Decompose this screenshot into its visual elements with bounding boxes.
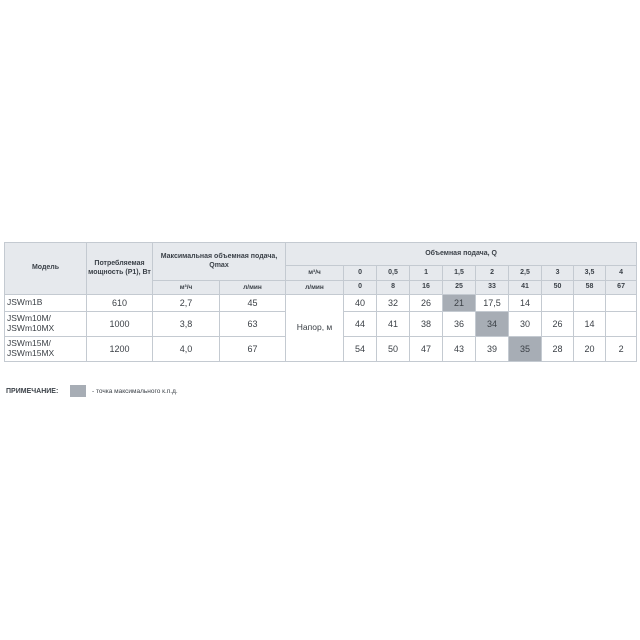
note <box>6 385 178 397</box>
flow-lmin-header: 8 <box>377 281 410 295</box>
flow-lmin-header: 16 <box>410 281 443 295</box>
model-cell: JSWm15M/ JSWm15MX <box>5 337 87 362</box>
head-value-cell <box>542 295 574 312</box>
head-value-cell: 34 <box>476 312 509 337</box>
head-value-cell: 41 <box>377 312 410 337</box>
header-flow: Объемная подача, Q <box>286 243 637 266</box>
head-value-cell: 44 <box>344 312 377 337</box>
head-value-cell: 20 <box>574 337 606 362</box>
flow-lmin-header: 41 <box>509 281 542 295</box>
header-power: Потребляемая мощность (P1), Вт <box>87 243 153 295</box>
flow-m3-header: 4 <box>606 266 637 281</box>
head-value-cell: 50 <box>377 337 410 362</box>
head-value-cell: 47 <box>410 337 443 362</box>
head-value-cell: 14 <box>574 312 606 337</box>
header-qmax: Максимальная объемная подача, Qmax <box>153 243 286 281</box>
header-model: Модель <box>5 243 87 295</box>
flow-m3-header: 2,5 <box>509 266 542 281</box>
flow-m3-header: 3,5 <box>574 266 606 281</box>
head-value-cell: 32 <box>377 295 410 312</box>
head-value-cell: 28 <box>542 337 574 362</box>
flow-m3-header: 1,5 <box>443 266 476 281</box>
head-value-cell: 14 <box>509 295 542 312</box>
note-text: - точка максимального к.п.д. <box>92 387 178 395</box>
model-cell: JSWm1B <box>5 295 87 312</box>
header-qmax-lmin: л/мин <box>220 281 286 295</box>
flow-lmin-header: 58 <box>574 281 606 295</box>
qmax-m3-cell: 2,7 <box>153 295 220 312</box>
flow-m3-header: 0,5 <box>377 266 410 281</box>
qmax-lmin-cell: 63 <box>220 312 286 337</box>
head-value-cell: 39 <box>476 337 509 362</box>
flow-m3-header: 2 <box>476 266 509 281</box>
pump-spec-table <box>4 242 637 362</box>
head-value-cell: 26 <box>410 295 443 312</box>
flow-lmin-header: 50 <box>542 281 574 295</box>
flow-lmin-header: 67 <box>606 281 637 295</box>
flow-lmin-header: 0 <box>344 281 377 295</box>
flow-m3-header: 0 <box>344 266 377 281</box>
highlight-swatch <box>70 385 86 397</box>
head-value-cell <box>574 295 606 312</box>
note-label: ПРИМЕЧАНИЕ: <box>6 387 59 395</box>
head-value-cell <box>606 295 637 312</box>
flow-lmin-header: 33 <box>476 281 509 295</box>
header-unit-lmin: л/мин <box>286 281 344 295</box>
head-label: Напор, м <box>286 295 344 362</box>
power-cell: 610 <box>87 295 153 312</box>
head-value-cell: 54 <box>344 337 377 362</box>
head-value-cell: 38 <box>410 312 443 337</box>
flow-lmin-header: 25 <box>443 281 476 295</box>
table-row <box>5 295 637 312</box>
flow-m3-header: 3 <box>542 266 574 281</box>
head-value-cell: 30 <box>509 312 542 337</box>
head-value-cell: 36 <box>443 312 476 337</box>
head-value-cell: 35 <box>509 337 542 362</box>
flow-m3-header: 1 <box>410 266 443 281</box>
head-value-cell: 17,5 <box>476 295 509 312</box>
head-value-cell: 2 <box>606 337 637 362</box>
head-value-cell: 21 <box>443 295 476 312</box>
head-value-cell: 26 <box>542 312 574 337</box>
head-value-cell <box>606 312 637 337</box>
qmax-lmin-cell: 45 <box>220 295 286 312</box>
power-cell: 1200 <box>87 337 153 362</box>
header-qmax-m3: м³/ч <box>153 281 220 295</box>
head-value-cell: 40 <box>344 295 377 312</box>
header-unit-m3: м³/ч <box>286 266 344 281</box>
qmax-m3-cell: 4,0 <box>153 337 220 362</box>
qmax-m3-cell: 3,8 <box>153 312 220 337</box>
head-value-cell: 43 <box>443 337 476 362</box>
power-cell: 1000 <box>87 312 153 337</box>
qmax-lmin-cell: 67 <box>220 337 286 362</box>
model-cell: JSWm10M/ JSWm10MX <box>5 312 87 337</box>
